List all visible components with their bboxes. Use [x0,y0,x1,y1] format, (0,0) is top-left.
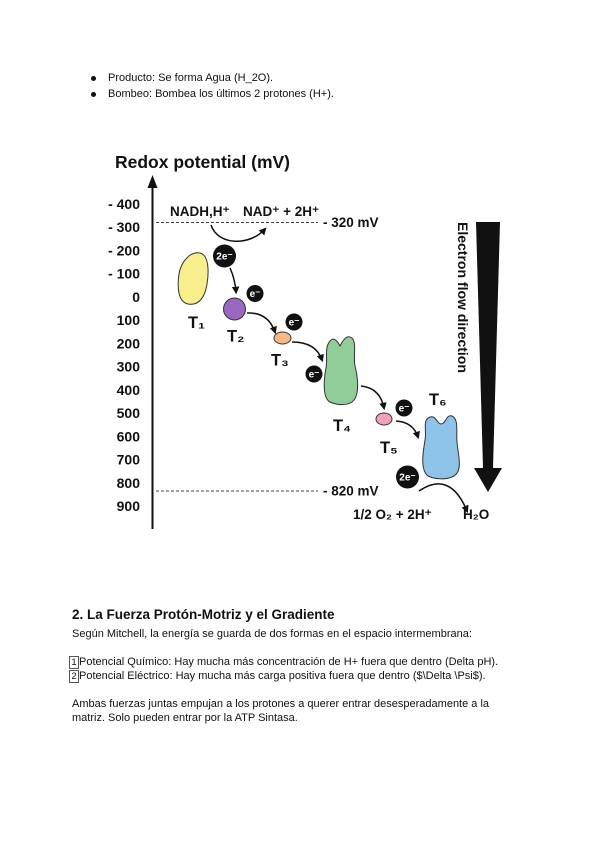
section-intro: Según Mitchell, la energía se guarda de dos formas en el espacio intermembrana: [72,628,472,640]
donor-oxidized-label: NAD⁺ + 2H⁺ [243,204,320,219]
electron-badge-text: e⁻ [308,369,320,381]
carrier-t5-label: T₅ [380,439,398,457]
electron-flow-wedge [474,222,502,492]
y-axis-tick-label: 600 [116,428,140,445]
electron-badge-text: e⁻ [288,317,300,329]
transfer-arrow-t5-t6 [396,421,418,437]
bullet-marker [91,76,96,81]
carrier-t6-shape [423,416,460,479]
electron-badge [306,366,323,383]
y-axis-tick-label: 0 [132,288,140,305]
y-axis-tick-label: - 300 [108,219,140,236]
level-label-top: - 320 mV [323,215,379,230]
numbered-item [69,657,498,668]
item-text: Potencial Eléctrico: Hay mucha más carga positiva fuera que dentro ($\Delta \Psi$). [79,670,486,682]
item-text: Potencial Químico: Hay mucha más concentración de H+ fuera que dentro (Delta pH). [79,656,499,668]
oxidation-arrow [211,225,265,241]
redox-potential-diagram [0,140,600,540]
y-axis-tick-label: - 200 [108,242,140,259]
carrier-t1-label: T₁ [188,314,205,332]
transfer-arrow-t4-t5 [361,386,384,408]
bullet-text-producto: Producto: Se forma Agua (H_2O). [108,72,274,84]
donor-label: NADH,H⁺ [170,204,230,219]
y-axis-tick-label: 100 [116,312,140,329]
transfer-arrow-t2-t3 [247,313,275,332]
carrier-t1-shape [178,253,208,305]
product-label: H₂O [463,507,490,522]
y-axis-tick-label: 800 [116,474,140,491]
carrier-t3-label: T₃ [271,351,289,370]
y-axis-tick-label: - 100 [108,265,140,282]
y-axis-tick-label: 300 [116,358,140,375]
carrier-t4-shape [324,337,357,405]
y-axis-tick-label: - 400 [108,196,140,212]
electron-flow-label: Electron flow direction [455,222,471,373]
transfer-arrow-t1-t2 [230,268,236,292]
y-axis-tick-label: 400 [116,381,140,398]
bullet-text-bombeo: Bombeo: Bombea los últimos 2 protones (H+). [108,88,334,100]
carrier-t5-shape [376,413,392,425]
y-axis-tick-labels [108,196,140,514]
electron-badge [396,466,419,489]
carrier-t2-label: T₂ [227,327,245,346]
acceptor-label: 1/2 O₂ + 2H⁺ [353,507,432,522]
bullet-marker [91,92,96,97]
paragraph-line: matriz. Solo pueden entrar por la ATP Sintasa. [72,712,298,724]
y-axis-tick-label: 700 [116,451,140,468]
level-label-bottom: - 820 mV [323,483,379,499]
electron-badge-text: 2e⁻ [216,251,233,263]
paragraph-line: Ambas fuerzas juntas empujan a los protones a querer entrar desesperadamente a la [72,698,490,710]
transfer-arrow-t3-t4 [292,342,322,360]
carrier-t6-label: T₆ [429,391,447,409]
section-heading: 2. La Fuerza Protón-Motriz y el Gradiente [72,607,335,622]
electron-badge [213,245,236,268]
numbered-item [69,671,486,682]
y-axis-arrowhead [148,175,158,188]
electron-badge [286,314,303,331]
y-axis-tick-label: 500 [116,405,140,422]
carrier-t3-shape [274,332,291,344]
electron-badge [247,285,264,302]
item-number-box: 2 [69,670,79,683]
diagram-title: Redox potential (mV) [115,152,291,172]
electron-badge-text: 2e⁻ [399,472,416,484]
y-axis-tick-label: 900 [116,498,140,514]
item-number-box: 1 [69,656,79,669]
carrier-t2-shape [224,298,246,320]
y-axis-tick-label: 200 [116,335,140,352]
electron-badge-text: e⁻ [398,403,410,415]
carrier-t4-label: T₄ [333,417,351,435]
electron-badge-text: e⁻ [249,289,261,300]
electron-badge [396,400,413,417]
